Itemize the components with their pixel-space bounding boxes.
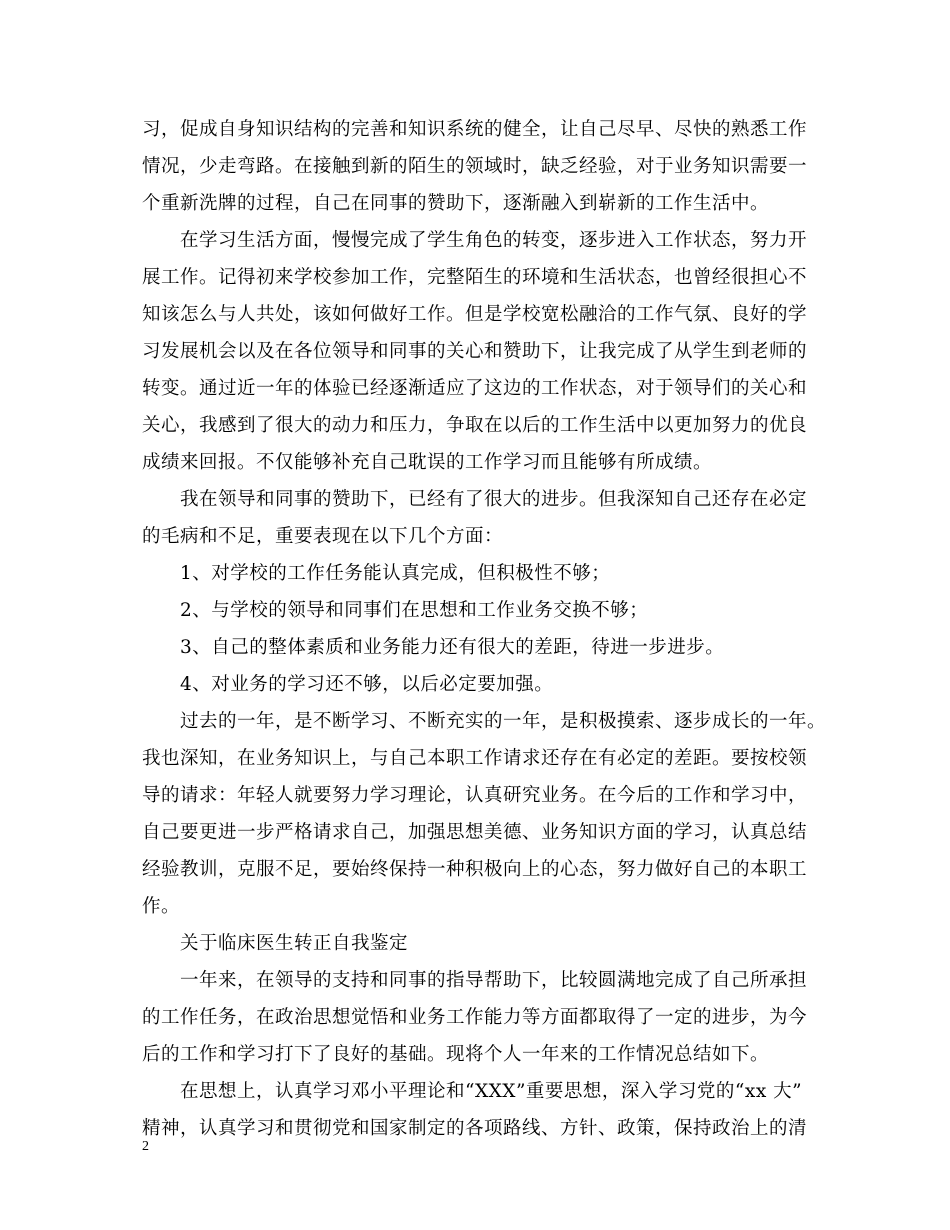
text-line: 展工作。记得初来学校参加工作，完整陌生的环境和生活状态，也曾经很担心不 xyxy=(142,267,808,288)
paragraph-start-line: 一年来，在领导的支持和同事的指导帮助下，比较圆满地完成了自己所承担 xyxy=(180,970,808,991)
text-line: 后的工作和学习打下了良好的基础。现将个人一年来的工作情况总结如下。 xyxy=(142,1044,770,1065)
text-line: 精神，认真学习和贯彻党和国家制定的各项路线、方针、政策，保持政治上的清 xyxy=(142,1118,808,1139)
text-line: 导的请求：年轻人就要努力学习理论，认真研究业务。在今后的工作和学习中， xyxy=(142,785,808,806)
paragraph-start-line: 在学习生活方面，慢慢完成了学生角色的转变，逐步进入工作状态，努力开 xyxy=(180,230,808,251)
text-line: 个重新洗牌的过程，自己在同事的赞助下，逐渐融入到崭新的工作生活中。 xyxy=(142,193,770,214)
list-item: 4、对业务的学习还不够，以后必定要加强。 xyxy=(180,674,554,695)
text-line: 习发展机会以及在各位领导和同事的关心和赞助下，让我完成了从学生到老师的 xyxy=(142,341,808,362)
text-line: 经验教训，克服不足，要始终保持一种积极向上的心态，努力做好自己的本职工 xyxy=(142,859,808,880)
text-line: 的毛病和不足，重要表现在以下几个方面： xyxy=(142,526,504,547)
text-line: 关心，我感到了很大的动力和压力，争取在以后的工作生活中以更加努力的优良 xyxy=(142,415,808,436)
text-line: 成绩来回报。不仅能够补充自己耽误的工作学习而且能够有所成绩。 xyxy=(142,452,713,473)
paragraph-start-line: 过去的一年，是不断学习、不断充实的一年，是积极摸索、逐步成长的一年。 xyxy=(180,711,827,732)
section-title: 关于临床医生转正自我鉴定 xyxy=(180,933,409,954)
text-line: 自己要更进一步严格请求自己，加强思想美德、业务知识方面的学习，认真总结 xyxy=(142,822,808,843)
list-item: 2、与学校的领导和同事们在思想和工作业务交换不够； xyxy=(180,600,649,621)
list-item: 1、对学校的工作任务能认真完成，但积极性不够； xyxy=(180,563,611,584)
text-line: 作。 xyxy=(142,896,181,917)
text-line: 情况，少走弯路。在接触到新的陌生的领域时，缺乏经验，对于业务知识需要一 xyxy=(142,156,808,177)
text-line: 的工作任务，在政治思想觉悟和业务工作能力等方面都取得了一定的进步，为今 xyxy=(142,1007,808,1028)
page-number: 2 xyxy=(142,1139,149,1154)
text-line: 习，促成自身知识结构的完善和知识系统的健全，让自己尽早、尽快的熟悉工作 xyxy=(142,119,808,140)
text-line: 我也深知，在业务知识上，与自己本职工作请求还存在有必定的差距。要按校领 xyxy=(142,748,808,769)
paragraph-start-line: 在思想上，认真学习邓小平理论和“XXX”重要思想，深入学习党的“xx 大” xyxy=(180,1081,803,1102)
paragraph-start-line: 我在领导和同事的赞助下，已经有了很大的进步。但我深知自己还存在必定 xyxy=(180,489,808,510)
text-line: 知该怎么与人共处，该如何做好工作。但是学校宽松融洽的工作气氛、良好的学 xyxy=(142,304,808,325)
text-line: 转变。通过近一年的体验已经逐渐适应了这边的工作状态，对于领导们的关心和 xyxy=(142,378,808,399)
list-item: 3、自己的整体素质和业务能力还有很大的差距，待进一步进步。 xyxy=(180,637,725,658)
